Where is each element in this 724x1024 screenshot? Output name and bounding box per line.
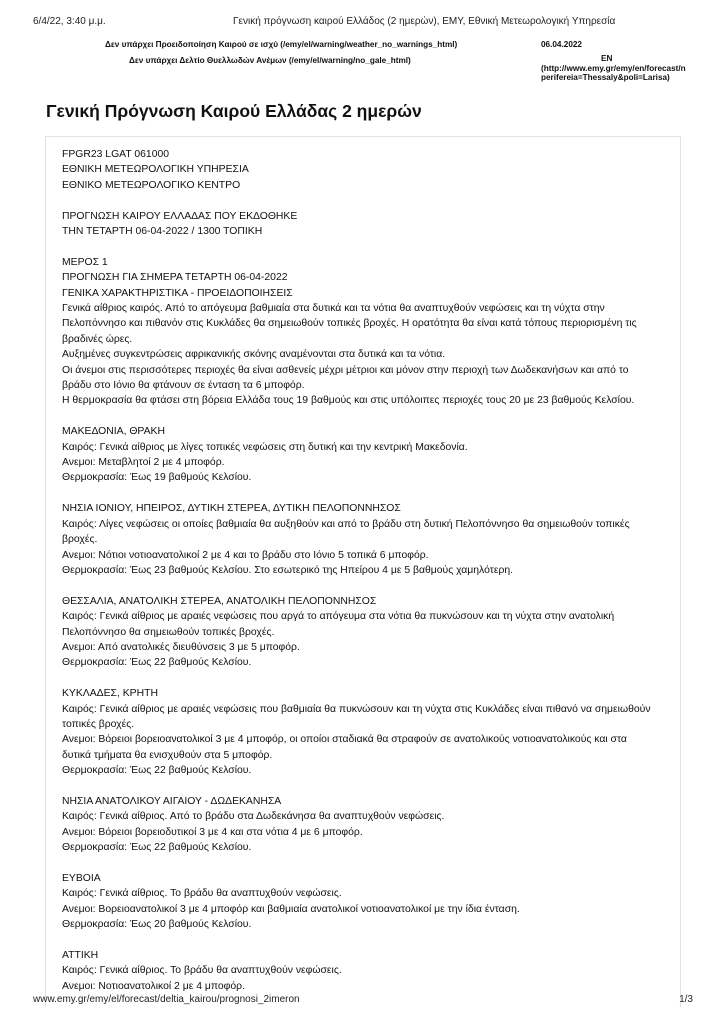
region-forecast-line: Καιρός: Γενικά αίθριος με αραιές νεφώσεις που αργά το απόγευμα στα νότια θα πυκνώσουν και τη νύχτα στην ανατολική (62, 611, 615, 623)
gale-warning-link[interactable]: Δεν υπάρχει Δελτίο Θυελλωδών Ανέμων (/emy/el/warning/no_gale_html) (129, 56, 411, 65)
region-forecast-line: Καιρός: Γενικά αίθριος με λίγες τοπικές νεφώσεις στη δυτική και την κεντρική Μακεδονία. (62, 441, 468, 453)
general-forecast-line: Γενικά αίθριος καιρός. Από το απόγευμα βαθμιαία στα δυτικά και τα νότια θα αναπτυχθούν νεφώσεις και τη νύχτα στην (62, 303, 605, 315)
issue-line: ΤΗΝ ΤΕΤΑΡΤΗ 06-04-2022 / 1300 ΤΟΠΙΚΗ (62, 226, 263, 238)
bulletin-text (62, 147, 670, 994)
page-number: 1/3 (679, 994, 693, 1005)
region-heading: ΘΕΣΣΑΛΙΑ, ΑΝΑΤΟΛΙΚΗ ΣΤΕΡΕΑ, ΑΝΑΤΟΛΙΚΗ ΠΕΛΟΠΟΝΝΗΣΟΣ (62, 595, 377, 607)
region-forecast-line: Ανεμοι: Νοτιοανατολικοί 2 με 4 μποφόρ. (62, 980, 245, 992)
paragraph-gap (62, 578, 670, 593)
section-heading: ΜΕΡΟΣ 1 (62, 256, 108, 268)
section-heading: ΠΡΟΓΝΩΣΗ ΓΙΑ ΣΗΜΕΡΑ ΤΕΤΑΡΤΗ 06-04-2022 (62, 272, 288, 284)
region-forecast-line: Ανεμοι: Νότιοι νοτιοανατολικοί 2 με 4 και το βράδυ στο Ιόνιο 5 τοπικά 6 μποφόρ. (62, 549, 429, 561)
region-forecast-line: Καιρός: Λίγες νεφώσεις οι οποίες βαθμιαία θα αυξηθούν και από το βράδυ στη δυτική Πελοπόννησο θα σημειωθούν τοπικές (62, 518, 630, 530)
paragraph-gap (62, 856, 670, 871)
paragraph-gap (62, 409, 670, 424)
region-heading: ΝΗΣΙΑ ΙΟΝΙΟΥ, ΗΠΕΙΡΟΣ, ΔΥΤΙΚΗ ΣΤΕΡΕΑ, ΔΥΤΙΚΗ ΠΕΛΟΠΟΝΝΗΣΟΣ (62, 503, 401, 515)
region-forecast-line: Καιρός: Γενικά αίθριος. Το βράδυ θα αναπτυχθούν νεφώσεις. (62, 888, 342, 900)
region-forecast-line: βροχές. (62, 534, 98, 546)
weather-warning-link[interactable]: Δεν υπάρχει Προειδοποίηση Καιρού σε ισχύ (/emy/el/warning/weather_no_warnings_html) (105, 40, 458, 49)
region-forecast-line: Πελοπόννησο θα σημειωθούν τοπικές βροχές. (62, 626, 275, 638)
bulletin-header-line: ΕΘΝΙΚΟ ΜΕΤΕΩΡΟΛΟΓΙΚΟ ΚΕΝΤΡΟ (62, 179, 241, 191)
language-switch-link[interactable] (541, 54, 691, 83)
region-forecast-line: τοπικές βροχές. (62, 718, 135, 730)
bulletin-header-line: FPGR23 LGAT 061000 (62, 149, 170, 160)
region-forecast-line: Θερμοκρασία: Έως 20 βαθμούς Κελσίου. (62, 919, 252, 931)
paragraph-gap (62, 193, 670, 208)
forecast-bulletin (45, 136, 681, 1007)
language-label[interactable]: EN (601, 54, 613, 63)
region-forecast-line: Θερμοκρασία: Έως 22 βαθμούς Κελσίου. (62, 842, 252, 854)
paragraph-gap (62, 671, 670, 686)
region-heading: ΜΑΚΕΔΟΝΙΑ, ΘΡΑΚΗ (62, 426, 165, 438)
region-forecast-line: Καιρός: Γενικά αίθριος με αραιές νεφώσεις που βαθμιαία θα πυκνώσουν και τη νύχτα στις Κυκλάδες είναι πιθανό να σημειωθούν (62, 703, 651, 715)
paragraph-gap (62, 486, 670, 501)
general-forecast-line: βράδυ στο Ιόνιο θα φτάνουν σε ένταση τα 6 μποφόρ. (62, 380, 305, 392)
page-title: Γενική Πρόγνωση Καιρού Ελλάδας 2 ημερών (46, 101, 422, 121)
paragraph-gap (62, 239, 670, 254)
general-forecast-line: βραδινές ώρες. (62, 333, 133, 345)
paragraph-gap (62, 779, 670, 794)
bulletin-header-line: ΕΘΝΙΚΗ ΜΕΤΕΩΡΟΛΟΓΙΚΗ ΥΠΗΡΕΣΙΑ (62, 164, 249, 176)
region-heading: ΕΥΒΟΙΑ (62, 872, 101, 884)
region-forecast-line: Ανεμοι: Βόρειοι βορειοδυτικοί 3 με 4 και στα νότια 4 με 6 μποφόρ. (62, 826, 363, 838)
general-forecast-line: Αυξημένες συγκεντρώσεις αφρικανικής σκόνης αναμένονται στα δυτικά και τα νότια. (62, 349, 446, 361)
region-forecast-line: Θερμοκρασία: Έως 23 βαθμούς Κελσίου. Στο εσωτερικό της Ηπείρου 4 με 5 βαθμούς χαμηλότερη. (62, 564, 514, 576)
region-forecast-line: Ανεμοι: Βόρειοι βορειοανατολικοί 3 με 4 μποφόρ, οι οποίοι σταδιακά θα στραφούν σε ανατολικούς νοτιοανατολικούς και στα (62, 734, 627, 746)
region-forecast-line: Καιρός: Γενικά αίθριος. Από το βράδυ στα Δωδεκάνησα θα αναπτυχθούν νεφώσεις. (62, 811, 445, 823)
paragraph-gap (62, 933, 670, 948)
region-forecast-line: Θερμοκρασία: Έως 22 βαθμούς Κελσίου. (62, 657, 252, 669)
general-forecast-line: Πελοπόννησο και πιθανόν στις Κυκλάδες θα σημειωθούν τοπικές βροχές. Η ορατότητα θα είναι κατά τόπους περιορισμένη τις (62, 318, 637, 330)
region-forecast-line: Ανεμοι: Από ανατολικές διευθύνσεις 3 με 5 μποφόρ. (62, 641, 300, 653)
general-forecast-line: Οι άνεμοι στις περισσότερες περιοχές θα είναι ασθενείς μέχρι μέτριοι και μόνον στην περιοχή των Δωδεκανήσων και από το (62, 364, 629, 376)
region-forecast-line: Θερμοκρασία: Έως 22 βαθμούς Κελσίου. (62, 765, 252, 777)
region-forecast-line: Θερμοκρασία: Έως 19 βαθμούς Κελσίου. (62, 472, 252, 484)
region-forecast-line: δυτικά τμήματα θα ενισχυθούν στα 5 μποφόρ. (62, 749, 273, 761)
region-heading: ΝΗΣΙΑ ΑΝΑΤΟΛΙΚΟΥ ΑΙΓΑΙΟΥ - ΔΩΔΕΚΑΝΗΣΑ (62, 795, 282, 807)
issue-line: ΠΡΟΓΝΩΣΗ ΚΑΙΡΟΥ ΕΛΛΑΔΑΣ ΠΟΥ ΕΚΔΟΘΗΚΕ (62, 210, 298, 222)
print-url: www.emy.gr/emy/el/forecast/deltia_kairou/prognosi_2imeron (33, 994, 300, 1005)
region-heading: ΚΥΚΛΑΔΕΣ, ΚΡΗΤΗ (62, 688, 158, 700)
region-forecast-line: Ανεμοι: Μεταβλητοί 2 με 4 μποφόρ. (62, 457, 225, 469)
print-date: 6/4/22, 3:40 μ.μ. (33, 16, 106, 27)
region-forecast-line: Ανεμοι: Βορειοανατολικοί 3 με 4 μποφόρ και βαθμιαία ανατολικοί νοτιοανατολικοί με την ίδια ένταση. (62, 903, 520, 915)
issue-date: 06.04.2022 (541, 40, 582, 49)
print-document-title: Γενική πρόγνωση καιρού Ελλάδος (2 ημερών), ΕΜΥ, Εθνική Μετεωρολογική Υπηρεσία (233, 16, 616, 27)
language-link-url[interactable]: (http://www.emy.gr/emy/en/forecast/n perifereia=Thessaly&poli=Larisa) (541, 63, 686, 82)
region-heading: ΑΤΤΙΚΗ (62, 949, 99, 961)
section-heading: ΓΕΝΙΚΑ ΧΑΡΑΚΤΗΡΙΣΤΙΚΑ - ΠΡΟΕΙΔΟΠΟΙΗΣΕΙΣ (62, 287, 293, 299)
general-forecast-line: Η θερμοκρασία θα φτάσει στη βόρεια Ελλάδα τους 19 βαθμούς και στις υπόλοιπες περιοχές τους 20 με 23 βαθμούς Κελσίου. (62, 395, 635, 407)
region-forecast-line: Καιρός: Γενικά αίθριος. Το βράδυ θα αναπτυχθούν νεφώσεις. (62, 965, 342, 977)
